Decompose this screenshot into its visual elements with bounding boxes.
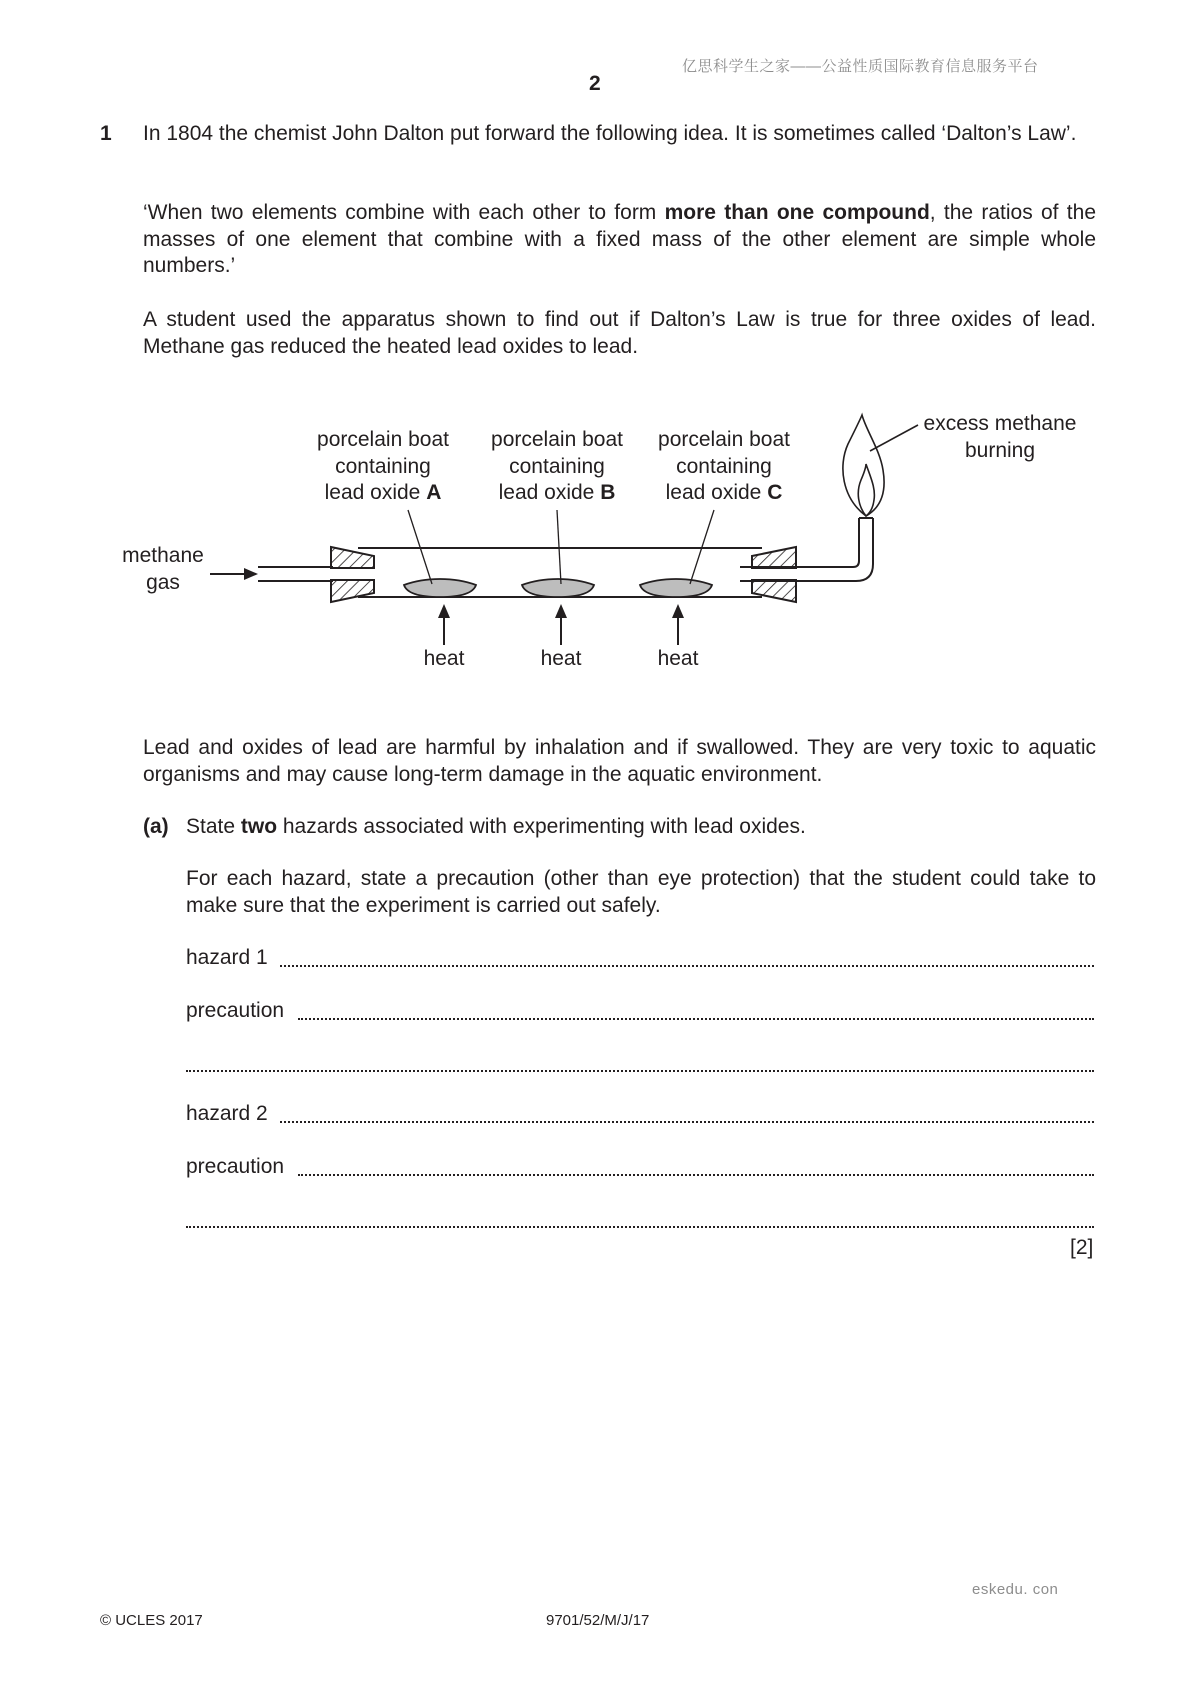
excess-methane-label-line1: excess methane (923, 412, 1077, 435)
hazard-1-answer-line[interactable] (280, 965, 1094, 967)
hazard-1-label: hazard 1 (186, 946, 268, 969)
precaution-1-answer-line[interactable] (298, 1018, 1094, 1020)
heat-arrow-c (672, 604, 684, 645)
boat-b-label-prefix: lead oxide (498, 481, 601, 504)
excess-methane-label (910, 411, 1090, 464)
excess-methane-label-line2: burning (964, 438, 1036, 462)
precaution-2-answer-line[interactable] (298, 1174, 1094, 1176)
hazard-2-label: hazard 2 (186, 1102, 268, 1125)
part-a-prompt-end: hazards associated with experimenting with lead oxides. (277, 815, 806, 838)
porcelain-boat-a (404, 579, 476, 597)
porcelain-boat-b (522, 579, 594, 597)
boat-b-label-line2: containing (509, 454, 605, 478)
hazard-2-answer-line[interactable] (280, 1121, 1094, 1123)
precaution-2-label: precaution (186, 1155, 285, 1178)
heat-label-a: heat (423, 647, 465, 670)
part-a-prompt-start: State (186, 815, 241, 838)
boat-a-label-line2: containing (335, 454, 431, 478)
heat-arrow-a (438, 604, 450, 645)
porcelain-boat-c (640, 579, 712, 597)
watermark-text: 亿思科学生之家——公益性质国际教育信息服务平台 (682, 58, 1039, 75)
oxide-c-letter: C (767, 481, 783, 504)
boat-c-label (639, 427, 809, 507)
boat-c-label-line3 (639, 480, 809, 507)
right-bung (752, 547, 796, 602)
precaution-2-continuation-line[interactable] (186, 1226, 1094, 1228)
precaution-1-continuation-line[interactable] (186, 1070, 1094, 1072)
boat-c-label-line1: porcelain boat (658, 428, 790, 451)
boat-a-label-line1: porcelain boat (317, 428, 449, 451)
boat-c-label-line2: containing (676, 454, 772, 478)
boat-b-label (472, 427, 642, 507)
methane-gas-label (103, 543, 223, 596)
flame-icon (843, 415, 918, 516)
heat-arrow-b (555, 604, 567, 645)
boat-a-label (298, 427, 468, 507)
paper-code: 9701/52/M/J/17 (546, 1612, 650, 1629)
part-a-prompt (186, 814, 1096, 841)
heat-label-b: heat (540, 647, 582, 670)
boat-b-label-line3 (472, 480, 642, 507)
question-number: 1 (100, 122, 112, 145)
methane-gas-label-line2: gas (146, 570, 180, 594)
boat-a-label-prefix: lead oxide (324, 481, 427, 504)
page-number: 2 (589, 72, 601, 95)
boat-c-label-prefix: lead oxide (665, 481, 768, 504)
oxide-a-letter: A (426, 481, 442, 504)
methane-gas-label-line1: methane (122, 544, 204, 567)
boat-a-label-line3 (298, 480, 468, 507)
part-a-label: (a) (143, 815, 169, 838)
heat-label-c: heat (657, 647, 699, 670)
boat-b-label-line1: porcelain boat (491, 428, 623, 451)
safety-information: Lead and oxides of lead are harmful by inhalation and if swallowed. They are very toxic to aquatic organisms and may cause long-term damage in the aquatic environment. (143, 736, 1096, 786)
quote-text-start: ‘When two elements combine with each other to form (143, 201, 665, 224)
oxide-b-letter: B (600, 481, 616, 504)
outlet-tube (740, 518, 873, 581)
question-intro: In 1804 the chemist John Dalton put forward the following idea. It is sometimes called ‘Dalton’s Law’. (143, 122, 1077, 145)
quote-bold-phrase: more than one compound (664, 201, 930, 224)
marks-indicator: [2] (1070, 1236, 1094, 1259)
copyright-notice: © UCLES 2017 (100, 1612, 203, 1629)
precaution-1-label: precaution (186, 999, 285, 1022)
part-a-instruction: For each hazard, state a precaution (other than eye protection) that the student could take to make sure that the experiment is carried out safely. (186, 867, 1096, 917)
part-a-prompt-bold: two (240, 815, 278, 838)
left-bung (331, 547, 374, 602)
apparatus-description: A student used the apparatus shown to find out if Dalton’s Law is true for three oxides of lead. Methane gas reduced the heated lead oxides to lead. (143, 308, 1096, 358)
inlet-tube (258, 567, 333, 581)
site-watermark: eskedu. con (972, 1581, 1059, 1598)
quote-text-end: , the ratios of the masses of one element that combine with a fixed mass of the other element are simple whole numbers.’ (143, 201, 1096, 277)
